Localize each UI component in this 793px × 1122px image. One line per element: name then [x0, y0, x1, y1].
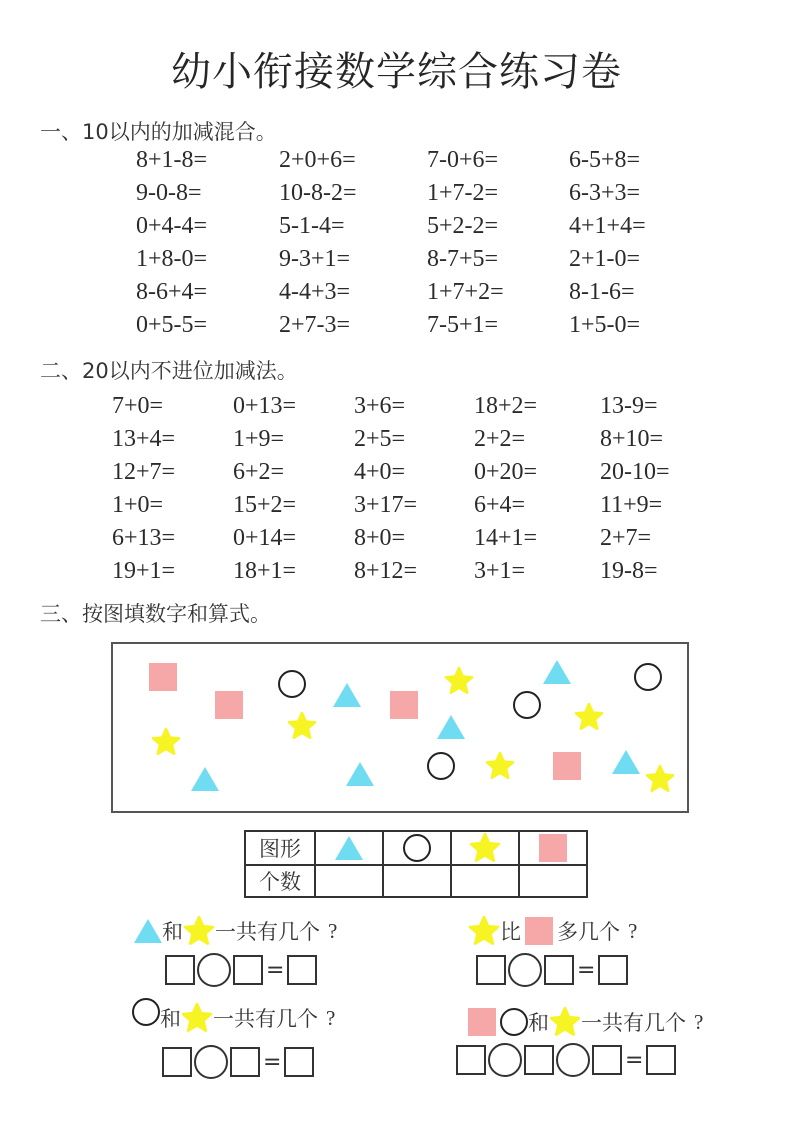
question-text: 一共有几个	[213, 1007, 318, 1031]
triangle-shape	[333, 683, 361, 707]
star-icon	[183, 915, 215, 947]
arithmetic-problem: 4-4+3=	[279, 279, 351, 305]
question-2	[468, 915, 637, 947]
page-title: 幼小衔接数学综合练习卷	[171, 49, 622, 95]
question-3	[132, 1002, 335, 1034]
circle-shape	[513, 691, 541, 719]
number-box[interactable]	[162, 1047, 192, 1077]
arithmetic-problem: 11+9=	[600, 492, 663, 518]
section-2-heading: 二、20以内不进位加减法。	[40, 359, 298, 383]
triangle-icon	[134, 919, 162, 943]
number-box[interactable]	[592, 1045, 622, 1075]
square-shape	[215, 691, 243, 719]
square-shape	[149, 663, 177, 691]
shape-count-table	[244, 830, 588, 898]
equals-sign: =	[577, 957, 596, 983]
operator-circle[interactable]	[194, 1045, 228, 1079]
table-cell-triangle	[315, 831, 383, 865]
arithmetic-problem: 8-1-6=	[569, 279, 635, 305]
equals-sign: =	[625, 1047, 644, 1073]
count-input-triangle[interactable]	[315, 865, 383, 897]
arithmetic-problem: 2+5=	[354, 426, 406, 452]
arithmetic-problem: 13-9=	[600, 393, 658, 419]
star-shape	[645, 764, 675, 794]
arithmetic-problem: 1+7+2=	[427, 279, 504, 305]
circle-shape	[278, 670, 306, 698]
arithmetic-problem: 1+5-0=	[569, 312, 641, 338]
arithmetic-problem: 6+4=	[474, 492, 526, 518]
table-cell-circle	[383, 831, 451, 865]
result-box[interactable]	[646, 1045, 676, 1075]
arithmetic-problem: 13+4=	[112, 426, 176, 452]
question-mark: ?	[328, 918, 338, 943]
triangle-shape	[612, 750, 640, 774]
question-mark: ?	[694, 1009, 704, 1034]
arithmetic-problem: 0+20=	[474, 459, 538, 485]
question-text: 一共有几个	[215, 920, 320, 944]
square-icon	[468, 1008, 496, 1036]
equals-sign: =	[266, 957, 285, 983]
triangle-shape	[437, 715, 465, 739]
arithmetic-problem: 8-7+5=	[427, 246, 499, 272]
arithmetic-problem: 15+2=	[233, 492, 297, 518]
question-text: 和	[528, 1011, 549, 1035]
arithmetic-problem: 0+14=	[233, 525, 297, 551]
arithmetic-problem: 3+1=	[474, 558, 526, 584]
star-shape	[485, 751, 515, 781]
question-text: 和	[162, 920, 183, 944]
arithmetic-problem: 8+1-8=	[136, 147, 208, 173]
number-box[interactable]	[233, 955, 263, 985]
arithmetic-problem: 2+0+6=	[279, 147, 356, 173]
star-icon	[469, 832, 501, 864]
number-box[interactable]	[524, 1045, 554, 1075]
question-text: 多几个	[557, 920, 620, 944]
count-input-circle[interactable]	[383, 865, 451, 897]
result-box[interactable]	[284, 1047, 314, 1077]
count-input-star[interactable]	[451, 865, 519, 897]
arithmetic-problem: 0+4-4=	[136, 213, 208, 239]
question-mark: ?	[326, 1005, 336, 1030]
triangle-shape	[191, 767, 219, 791]
arithmetic-problem: 2+2=	[474, 426, 526, 452]
answer-equation-4	[456, 1043, 676, 1077]
answer-equation-1	[165, 953, 317, 987]
arithmetic-problem: 1+8-0=	[136, 246, 208, 272]
arithmetic-problem: 8+12=	[354, 558, 418, 584]
arithmetic-problem: 6+2=	[233, 459, 285, 485]
arithmetic-problem: 14+1=	[474, 525, 538, 551]
operator-circle[interactable]	[556, 1043, 590, 1077]
arithmetic-problem: 4+0=	[354, 459, 406, 485]
triangle-icon	[335, 836, 363, 860]
circle-shape	[634, 663, 662, 691]
square-shape	[553, 752, 581, 780]
arithmetic-problem: 12+7=	[112, 459, 176, 485]
table-cell-square	[519, 831, 587, 865]
circle-shape	[427, 752, 455, 780]
arithmetic-problem: 9-0-8=	[136, 180, 202, 206]
triangle-shape	[543, 660, 571, 684]
arithmetic-problem: 2+7-3=	[279, 312, 351, 338]
triangle-shape	[346, 762, 374, 786]
arithmetic-problem: 8+0=	[354, 525, 406, 551]
square-shape	[390, 691, 418, 719]
star-shape	[287, 711, 317, 741]
star-icon	[468, 915, 500, 947]
arithmetic-problem: 9-3+1=	[279, 246, 351, 272]
operator-circle[interactable]	[508, 953, 542, 987]
arithmetic-problem: 19-8=	[600, 558, 658, 584]
equals-sign: =	[263, 1049, 282, 1075]
arithmetic-problem: 19+1=	[112, 558, 176, 584]
table-header-shape: 图形	[245, 831, 315, 865]
result-box[interactable]	[287, 955, 317, 985]
number-box[interactable]	[456, 1045, 486, 1075]
arithmetic-problem: 1+0=	[112, 492, 164, 518]
arithmetic-problem: 4+1+4=	[569, 213, 646, 239]
star-icon	[181, 1002, 213, 1034]
question-mark: ?	[628, 918, 638, 943]
circle-icon	[500, 1008, 528, 1036]
arithmetic-problem: 8-6+4=	[136, 279, 208, 305]
square-icon	[539, 834, 567, 862]
count-input-square[interactable]	[519, 865, 587, 897]
arithmetic-problem: 20-10=	[600, 459, 670, 485]
arithmetic-problem: 18+2=	[474, 393, 538, 419]
section-3-heading: 三、按图填数字和算式。	[40, 602, 271, 626]
arithmetic-problem: 7+0=	[112, 393, 164, 419]
question-text: 和	[160, 1007, 181, 1031]
arithmetic-problem: 3+6=	[354, 393, 406, 419]
arithmetic-problem: 1+7-2=	[427, 180, 499, 206]
question-1	[134, 915, 337, 947]
question-4	[468, 1006, 703, 1038]
section-1-heading: 一、10以内的加减混合。	[40, 120, 277, 144]
arithmetic-problem: 6-5+8=	[569, 147, 641, 173]
arithmetic-problem: 2+1-0=	[569, 246, 641, 272]
square-icon	[525, 917, 553, 945]
arithmetic-problem: 3+17=	[354, 492, 418, 518]
arithmetic-problem: 1+9=	[233, 426, 285, 452]
arithmetic-problem: 6-3+3=	[569, 180, 641, 206]
circle-icon	[132, 998, 160, 1026]
arithmetic-problem: 7-0+6=	[427, 147, 499, 173]
arithmetic-problem: 0+13=	[233, 393, 297, 419]
number-box[interactable]	[476, 955, 506, 985]
arithmetic-problem: 6+13=	[112, 525, 176, 551]
operator-circle[interactable]	[197, 953, 231, 987]
circle-icon	[403, 834, 431, 862]
arithmetic-problem: 7-5+1=	[427, 312, 499, 338]
star-shape	[574, 702, 604, 732]
table-header-count: 个数	[245, 865, 315, 897]
arithmetic-problem: 2+7=	[600, 525, 652, 551]
number-box[interactable]	[544, 955, 574, 985]
star-shape	[444, 666, 474, 696]
question-text: 比	[500, 920, 521, 944]
number-box[interactable]	[165, 955, 195, 985]
arithmetic-problem: 10-8-2=	[279, 180, 357, 206]
number-box[interactable]	[230, 1047, 260, 1077]
arithmetic-problem: 8+10=	[600, 426, 664, 452]
arithmetic-problem: 0+5-5=	[136, 312, 208, 338]
result-box[interactable]	[598, 955, 628, 985]
arithmetic-problem: 5+2-2=	[427, 213, 499, 239]
answer-equation-3	[162, 1045, 314, 1079]
table-cell-star	[451, 831, 519, 865]
answer-equation-2	[476, 953, 628, 987]
star-icon	[549, 1006, 581, 1038]
arithmetic-problem: 18+1=	[233, 558, 297, 584]
star-shape	[151, 727, 181, 757]
arithmetic-problem: 5-1-4=	[279, 213, 345, 239]
operator-circle[interactable]	[488, 1043, 522, 1077]
question-text: 一共有几个	[581, 1011, 686, 1035]
